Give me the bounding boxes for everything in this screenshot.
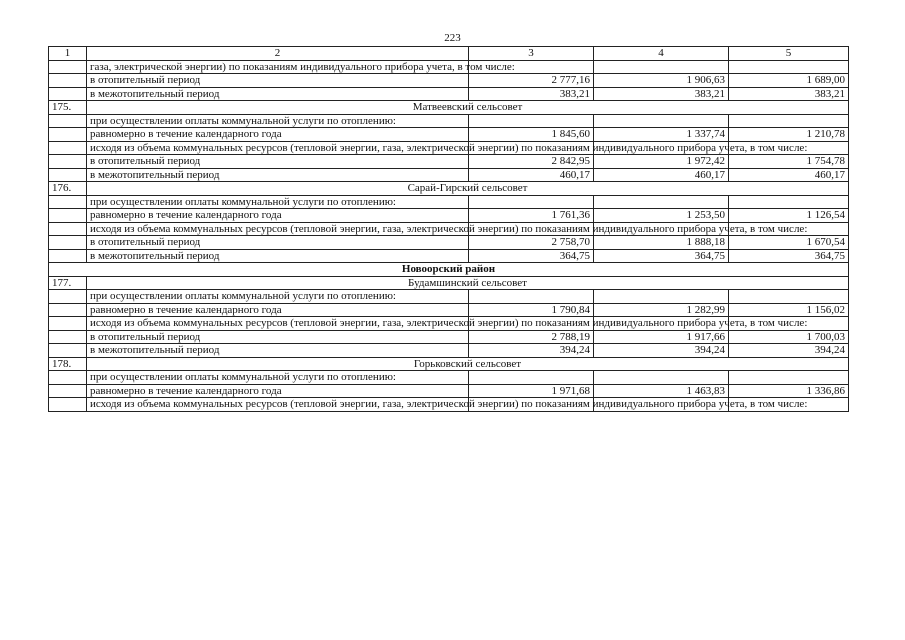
- value-cell: 460,17: [469, 168, 594, 182]
- row-number: 175.: [49, 101, 87, 115]
- row-number: [49, 128, 87, 142]
- value-cell: 364,75: [594, 249, 729, 263]
- row-number: [49, 344, 87, 358]
- table-row: [49, 317, 849, 331]
- tariff-table: [48, 46, 849, 412]
- row-number: [49, 290, 87, 304]
- row-number: [49, 371, 87, 385]
- row-description: исходя из объема коммунальных ресурсов (тепловой энергии, газа, электрической энергии) по показаниям индивидуального прибора учета, в том числе:: [87, 398, 469, 412]
- value-cell: 1 972,42: [594, 155, 729, 169]
- row-description: в межотопительный период: [87, 249, 469, 263]
- page-number: 223: [444, 32, 461, 44]
- row-number: [49, 209, 87, 223]
- value-cell: 1 210,78: [729, 128, 849, 142]
- value-cell: 1 888,18: [594, 236, 729, 250]
- value-cell: 1 845,60: [469, 128, 594, 142]
- row-description: в отопительный период: [87, 330, 469, 344]
- table-row: [49, 384, 849, 398]
- row-description: в отопительный период: [87, 155, 469, 169]
- header-row: [49, 47, 849, 61]
- value-cell: [594, 371, 729, 385]
- section-row: [49, 357, 849, 371]
- header-cell: 5: [729, 47, 849, 61]
- table-row: [49, 114, 849, 128]
- value-cell: 364,75: [729, 249, 849, 263]
- header-cell: 2: [87, 47, 469, 61]
- value-cell: 383,21: [469, 87, 594, 101]
- row-description: равномерно в течение календарного года: [87, 384, 469, 398]
- row-number: [49, 74, 87, 88]
- row-description: равномерно в течение календарного года: [87, 128, 469, 142]
- row-number: [49, 155, 87, 169]
- row-description: при осуществлении оплаты коммунальной услуги по отоплению:: [87, 290, 469, 304]
- value-cell: 1 253,50: [594, 209, 729, 223]
- section-heading: Будамшинский сельсовет: [87, 276, 849, 290]
- value-cell: 383,21: [594, 87, 729, 101]
- value-cell: 1 906,63: [594, 74, 729, 88]
- district-row: [49, 263, 849, 277]
- row-number: [49, 236, 87, 250]
- row-description: равномерно в течение календарного года: [87, 209, 469, 223]
- value-cell: 460,17: [729, 168, 849, 182]
- table-row: [49, 236, 849, 250]
- row-description: в межотопительный период: [87, 344, 469, 358]
- row-number: [49, 317, 87, 331]
- value-cell: [469, 290, 594, 304]
- value-cell: [729, 60, 849, 74]
- value-cell: 1 917,66: [594, 330, 729, 344]
- section-heading: Сарай-Гирский сельсовет: [87, 182, 849, 196]
- value-cell: [469, 195, 594, 209]
- table-row: [49, 74, 849, 88]
- row-number: 178.: [49, 357, 87, 371]
- value-cell: 364,75: [469, 249, 594, 263]
- value-cell: 1 463,83: [594, 384, 729, 398]
- row-description: исходя из объема коммунальных ресурсов (тепловой энергии, газа, электрической энергии) по показаниям индивидуального прибора учета, в том числе:: [87, 317, 469, 331]
- district-heading: Новоорский район: [49, 263, 849, 277]
- value-cell: [729, 114, 849, 128]
- value-cell: [469, 114, 594, 128]
- value-cell: [594, 290, 729, 304]
- section-heading: Горьковский сельсовет: [87, 357, 849, 371]
- table-row: [49, 330, 849, 344]
- row-number: [49, 249, 87, 263]
- header-cell: 4: [594, 47, 729, 61]
- row-number: [49, 330, 87, 344]
- value-cell: [729, 371, 849, 385]
- row-number: [49, 87, 87, 101]
- value-cell: [594, 195, 729, 209]
- value-cell: [729, 195, 849, 209]
- row-number: 177.: [49, 276, 87, 290]
- value-cell: 1 336,86: [729, 384, 849, 398]
- row-number: [49, 114, 87, 128]
- header-cell: 1: [49, 47, 87, 61]
- row-number: 176.: [49, 182, 87, 196]
- table-row: [49, 249, 849, 263]
- row-description: в отопительный период: [87, 236, 469, 250]
- section-row: [49, 101, 849, 115]
- row-number: [49, 398, 87, 412]
- row-description: исходя из объема коммунальных ресурсов (тепловой энергии, газа, электрической энергии) по показаниям индивидуального прибора учета, в том числе:: [87, 222, 469, 236]
- table-row: [49, 371, 849, 385]
- value-cell: 1 126,54: [729, 209, 849, 223]
- row-number: [49, 141, 87, 155]
- value-cell: 1 670,54: [729, 236, 849, 250]
- value-cell: 1 971,68: [469, 384, 594, 398]
- row-description: при осуществлении оплаты коммунальной услуги по отоплению:: [87, 195, 469, 209]
- value-cell: [469, 371, 594, 385]
- value-cell: 2 758,70: [469, 236, 594, 250]
- table-row: [49, 344, 849, 358]
- table-row: [49, 398, 849, 412]
- value-cell: 1 754,78: [729, 155, 849, 169]
- row-number: [49, 168, 87, 182]
- value-cell: 460,17: [594, 168, 729, 182]
- table-row: [49, 87, 849, 101]
- value-cell: 1 761,36: [469, 209, 594, 223]
- row-description: при осуществлении оплаты коммунальной услуги по отоплению:: [87, 371, 469, 385]
- table-row: [49, 209, 849, 223]
- row-description: в отопительный период: [87, 74, 469, 88]
- row-number: [49, 384, 87, 398]
- table-body: [49, 47, 849, 412]
- value-cell: 2 777,16: [469, 74, 594, 88]
- value-cell: [594, 114, 729, 128]
- table-row: [49, 155, 849, 169]
- row-description: при осуществлении оплаты коммунальной услуги по отоплению:: [87, 114, 469, 128]
- row-description: в межотопительный период: [87, 168, 469, 182]
- value-cell: 394,24: [594, 344, 729, 358]
- row-description: в межотопительный период: [87, 87, 469, 101]
- table-row: [49, 60, 849, 74]
- value-cell: 1 790,84: [469, 303, 594, 317]
- value-cell: 1 700,03: [729, 330, 849, 344]
- table-row: [49, 128, 849, 142]
- value-cell: 383,21: [729, 87, 849, 101]
- row-description: исходя из объема коммунальных ресурсов (тепловой энергии, газа, электрической энергии) по показаниям индивидуального прибора учета, в том числе:: [87, 141, 469, 155]
- table-row: [49, 141, 849, 155]
- value-cell: 1 282,99: [594, 303, 729, 317]
- row-description: равномерно в течение календарного года: [87, 303, 469, 317]
- value-cell: [729, 290, 849, 304]
- section-row: [49, 276, 849, 290]
- value-cell: [594, 60, 729, 74]
- header-cell: 3: [469, 47, 594, 61]
- table-row: [49, 195, 849, 209]
- value-cell: 394,24: [729, 344, 849, 358]
- section-heading: Матвеевский сельсовет: [87, 101, 849, 115]
- table-row: [49, 290, 849, 304]
- section-row: [49, 182, 849, 196]
- value-cell: 2 788,19: [469, 330, 594, 344]
- table-row: [49, 168, 849, 182]
- table-row: [49, 303, 849, 317]
- row-number: [49, 222, 87, 236]
- row-number: [49, 303, 87, 317]
- row-description: газа, электрической энергии) по показаниям индивидуального прибора учета, в том числе:: [87, 60, 469, 74]
- value-cell: 1 156,02: [729, 303, 849, 317]
- value-cell: 394,24: [469, 344, 594, 358]
- value-cell: 1 337,74: [594, 128, 729, 142]
- value-cell: 1 689,00: [729, 74, 849, 88]
- value-cell: 2 842,95: [469, 155, 594, 169]
- row-number: [49, 195, 87, 209]
- table-row: [49, 222, 849, 236]
- row-number: [49, 60, 87, 74]
